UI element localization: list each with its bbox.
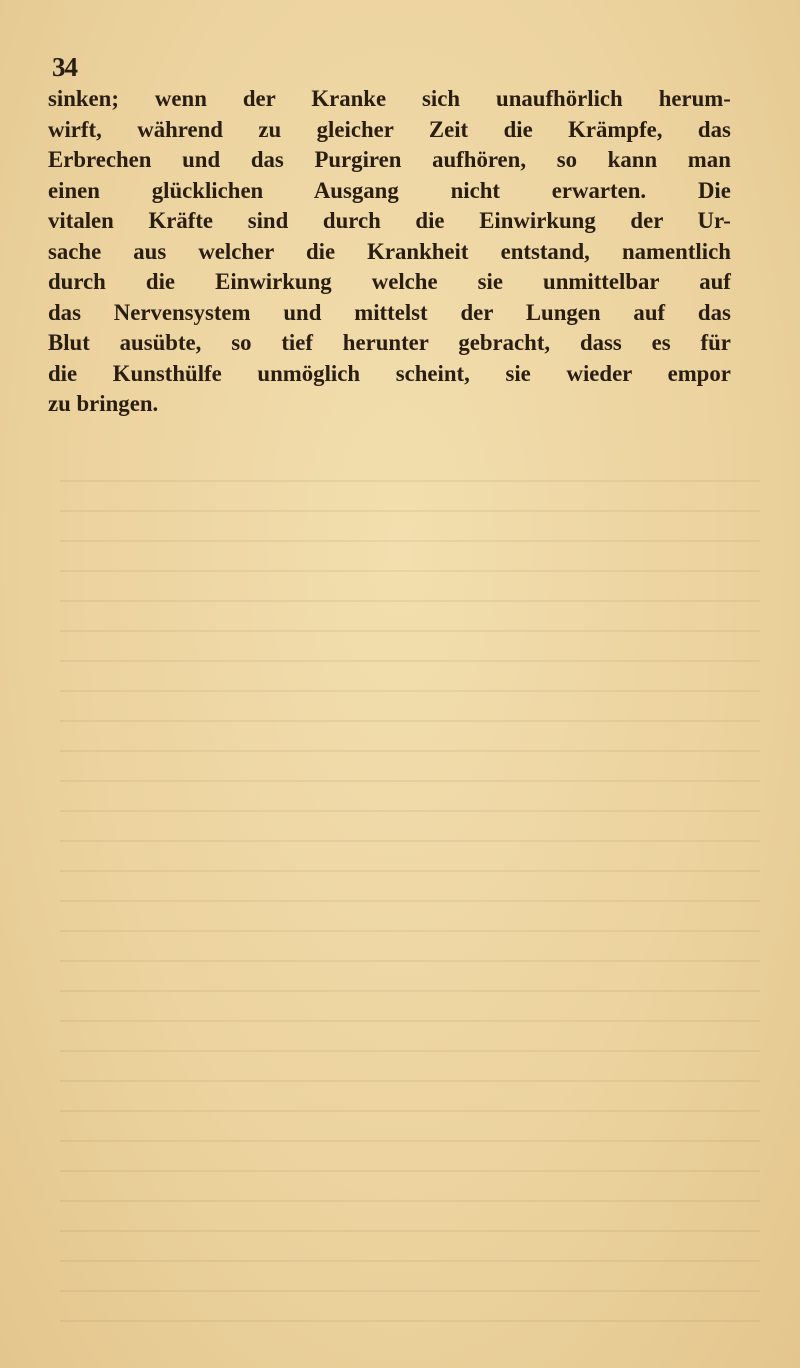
text-line: sinken; wenn der Kranke sich unaufhörlich herum- <box>48 86 731 112</box>
text-line: vitalen Kräfte sind durch die Einwirkung der Ur- <box>48 208 731 234</box>
text-line: wirft, während zu gleicher Zeit die Krämpfe, das <box>48 116 731 143</box>
text-line: Erbrechen und das Purgiren aufhören, so kann man <box>48 147 731 173</box>
text-line: durch die Einwirkung welche sie unmittelbar auf <box>48 269 731 295</box>
text-line: Blut ausübte, so tief herunter gebracht, dass es für <box>48 330 731 356</box>
text-line: die Kunsthülfe unmöglich scheint, sie wieder empor <box>48 360 731 387</box>
text-line: zu bringen. <box>48 391 159 417</box>
body-text <box>48 84 752 420</box>
show-through-texture <box>60 480 760 1340</box>
page-number: 34 <box>52 52 77 82</box>
text-line: das Nervensystem und mittelst der Lungen auf das <box>48 299 731 326</box>
text-line: einen glücklichen Ausgang nicht erwarten. Die <box>48 177 731 204</box>
text-line: sache aus welcher die Krankheit entstand, namentlich <box>48 238 731 265</box>
